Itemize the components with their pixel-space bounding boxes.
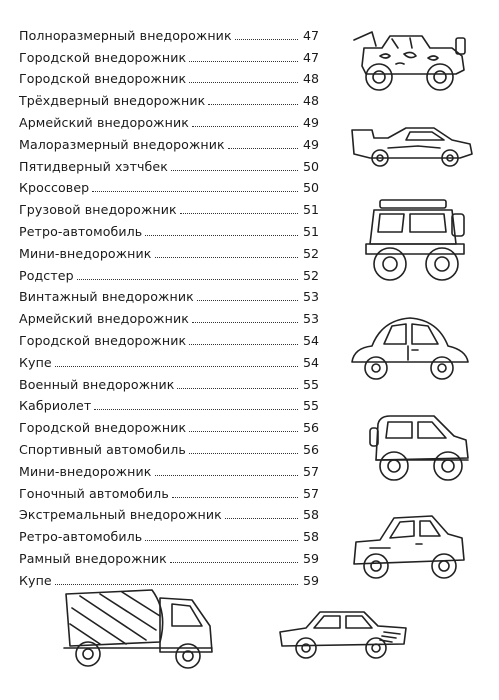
toc-entry-title: Мини-внедорожник (19, 245, 152, 261)
sports-car-icon (348, 122, 476, 170)
toc-dot-leader (155, 257, 299, 258)
toc-entry-page: 54 (302, 354, 319, 370)
toc-entry-page: 53 (302, 289, 319, 305)
toc-dot-leader (92, 191, 298, 192)
toc-dot-leader (189, 344, 298, 345)
toc-entry-title: Рамный внедорожник (19, 550, 167, 566)
toc-entry-page: 57 (302, 463, 319, 479)
toc-entry-page: 47 (302, 27, 319, 43)
toc-entry-title: Городской внедорожник (19, 420, 187, 436)
toc-entry (19, 522, 319, 544)
toc-entry (19, 130, 319, 152)
toc-dot-leader (180, 213, 298, 214)
toc-dot-leader (145, 235, 298, 236)
toc-dot-leader (235, 39, 298, 40)
toc-entry-page: 51 (302, 202, 319, 218)
toc-entry-page: 49 (302, 136, 319, 152)
toc-entry (19, 21, 319, 43)
toc-entry-title: Купе (19, 572, 52, 588)
toc-entry-title: Родстер (19, 267, 74, 283)
toc-entry-page: 59 (302, 550, 319, 566)
toc-entry (19, 304, 319, 326)
toc-entry-page: 50 (302, 158, 319, 174)
toc-entry-title: Армейский внедорожник (19, 311, 189, 327)
toc-entry-page: 48 (302, 93, 319, 109)
toc-dot-leader (177, 388, 298, 389)
toc-dot-leader (225, 518, 298, 519)
toc-dot-leader (77, 279, 298, 280)
frame-suv-icon (350, 512, 468, 582)
toc-dot-leader (189, 431, 298, 432)
toc-dot-leader (192, 322, 298, 323)
toc-entry-title: Грузовой внедорожник (19, 202, 177, 218)
toc-entry-title: Ретро-автомобиль (19, 223, 143, 239)
toc-entry-title: Спортивный автомобиль (19, 441, 186, 457)
toc-entry (19, 435, 319, 457)
toc-entry-title: Кабриолет (19, 398, 92, 414)
toc-dot-leader (172, 497, 298, 498)
toc-entry-title: Ретро-автомобиль (19, 529, 143, 545)
toc-entry-page: 59 (302, 572, 319, 588)
toc-entry-page: 52 (302, 267, 319, 283)
toc-entry (19, 108, 319, 130)
toc-dot-leader (197, 300, 298, 301)
toc-entry-page: 55 (302, 398, 319, 414)
toc-entry (19, 195, 319, 217)
toc-entry-page: 47 (302, 49, 319, 65)
toc-entry (19, 348, 319, 370)
toc-dot-leader (55, 584, 298, 585)
retro-car-icon (348, 312, 472, 384)
toc-entry (19, 152, 319, 174)
coupe-car-icon (278, 604, 410, 668)
toc-entry-page: 55 (302, 376, 319, 392)
mini-suv-icon (368, 410, 472, 484)
cement-truck-icon (60, 586, 220, 670)
toc-entry (19, 544, 319, 566)
toc-entry (19, 566, 319, 588)
toc-entry (19, 392, 319, 414)
toc-entry-page: 52 (302, 245, 319, 261)
toc-entry-title: Мини-внедорожник (19, 463, 152, 479)
toc-dot-leader (94, 409, 298, 410)
toc-entry-title: Гоночный автомобиль (19, 485, 169, 501)
toc-entry-title: Городской внедорожник (19, 71, 187, 87)
toc-entry (19, 326, 319, 348)
toc-entry-page: 48 (302, 71, 319, 87)
toc-dot-leader (189, 453, 298, 454)
toc-entry-page: 58 (302, 507, 319, 523)
toc-entry (19, 283, 319, 305)
toc-entry-page: 57 (302, 485, 319, 501)
toc-entry (19, 239, 319, 261)
toc-entry-title: Пятидверный хэтчбек (19, 158, 168, 174)
toc-entry (19, 413, 319, 435)
toc-dot-leader (208, 104, 298, 105)
toc-entry-title: Малоразмерный внедорожник (19, 136, 225, 152)
toc-entry-page: 49 (302, 114, 319, 130)
toc-entry-page: 58 (302, 529, 319, 545)
toc-dot-leader (171, 170, 298, 171)
toc-entry-title: Кроссовер (19, 180, 90, 196)
toc-dot-leader (55, 366, 298, 367)
toc-entry (19, 86, 319, 108)
toc-entry (19, 174, 319, 196)
toc-entry (19, 501, 319, 523)
army-jeep-icon (352, 30, 470, 92)
toc-dot-leader (155, 475, 299, 476)
toc-entry (19, 43, 319, 65)
toc-entry-page: 51 (302, 223, 319, 239)
toc-entry-page: 54 (302, 332, 319, 348)
table-of-contents (19, 21, 319, 588)
toc-entry (19, 370, 319, 392)
toc-entry-title: Трёхдверный внедорожник (19, 93, 206, 109)
toc-entry (19, 457, 319, 479)
toc-entry-page: 50 (302, 180, 319, 196)
toc-entry-title: Армейский внедорожник (19, 114, 189, 130)
toc-entry (19, 261, 319, 283)
toc-dot-leader (189, 82, 298, 83)
toc-entry-title: Полноразмерный внедорожник (19, 27, 232, 43)
toc-dot-leader (145, 540, 298, 541)
toc-entry-title: Экстремальный внедорожник (19, 507, 222, 523)
toc-entry-title: Купе (19, 354, 52, 370)
toc-entry-title: Военный внедорожник (19, 376, 175, 392)
toc-entry-title: Винтажный внедорожник (19, 289, 194, 305)
toc-entry-page: 53 (302, 311, 319, 327)
toc-dot-leader (192, 126, 298, 127)
toc-dot-leader (228, 148, 298, 149)
toc-dot-leader (170, 562, 298, 563)
toc-entry-title: Городской внедорожник (19, 49, 187, 65)
toc-entry (19, 217, 319, 239)
toc-entry (19, 65, 319, 87)
offroad-suv-icon (360, 192, 470, 286)
toc-dot-leader (189, 61, 298, 62)
toc-entry (19, 479, 319, 501)
toc-entry-page: 56 (302, 441, 319, 457)
toc-entry-page: 56 (302, 420, 319, 436)
toc-entry-title: Городской внедорожник (19, 332, 187, 348)
